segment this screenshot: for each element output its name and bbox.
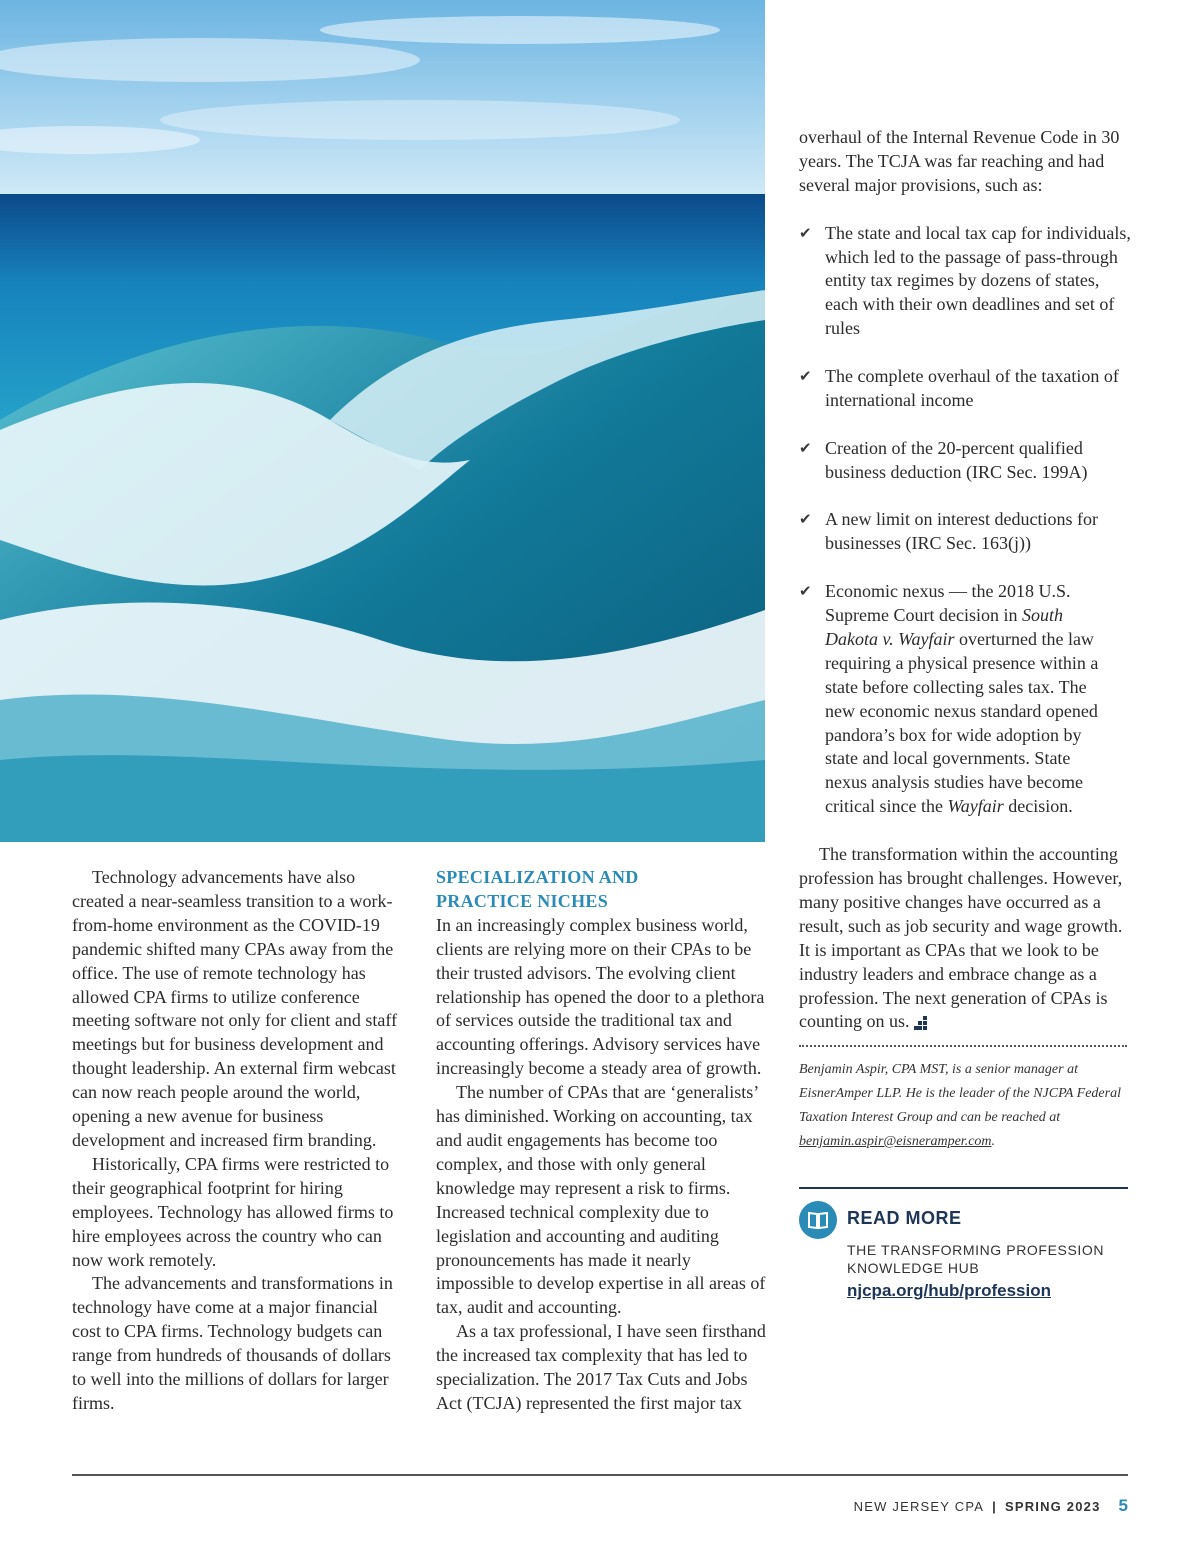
checkmark-icon: ✔ — [799, 223, 812, 242]
provisions-list — [799, 222, 1131, 820]
col3-intro: overhaul of the Internal Revenue Code in 30 years. The TCJA was far reaching and had several major provisions, such as: — [799, 127, 1120, 195]
col2-paragraph-2: The number of CPAs that are ‘generalists’ has diminished. Working on accounting, tax and audit engagements has become too complex, and those with only general knowledge may represent a risk to firms. Increased technical complexity due to legislation and accounting and auditing pronouncements has made it nearly impossible to develop expertise in all areas of tax, audit and accounting. — [436, 1082, 766, 1318]
footer-rule — [72, 1474, 1128, 1476]
read-more-title: READ MORE — [847, 1208, 962, 1228]
publication-name: NEW JERSEY CPA — [853, 1499, 985, 1514]
case-name-short: Wayfair — [947, 796, 1004, 817]
col3-closing: The transformation within the accounting profession has brought challenges. However, many positive changes have occurred as a result, such as job security and wage growth. It is important as CPAs that we look to be industry leaders and embrace change as a profession. The next generation of CPAs is counting on us. — [799, 844, 1123, 1032]
column-1 — [72, 866, 404, 1416]
list-item: ✔ Economic nexus — the 2018 U.S. Supreme Court decision in South Dakota v. Wayfair overturned the law requiring a physical presence within a state before collecting sales tax. The new economic nexus standard opened pandora’s box for wide adoption by state and local governments. State nexus analysis studies have become critical since the Wayfair decision. — [799, 581, 1099, 817]
author-bio: Benjamin Aspir, CPA MST, is a senior manager at EisnerAmper LLP. He is the leader of the NJCPA Federal Taxation Interest Group and can be reached at benjamin.aspir@eisneramper.com. — [799, 1062, 1121, 1149]
issue-date: SPRING 2023 — [1004, 1499, 1101, 1514]
read-more-rule — [799, 1187, 1128, 1189]
column-3 — [799, 126, 1131, 1034]
author-email-link[interactable]: benjamin.aspir@eisneramper.com — [799, 1134, 992, 1149]
col1-paragraph-1: Technology advancements have also created a near-seamless transition to a work-from-home environment as the COVID-19 pandemic shifted many CPAs away from the office. The use of remote technology has allowed CPA firms to utilize conference meeting software not only for client and staff meetings but for business development and thought leadership. An external firm webcast can now reach people around the world, opening a new avenue for business development and increased firm branding. — [72, 867, 398, 1150]
list-item: ✔ The complete overhaul of the taxation of international income — [799, 366, 1119, 410]
section-heading: SPECIALIZATION AND PRACTICE NICHES — [436, 867, 639, 911]
col1-paragraph-2: Historically, CPA firms were restricted to their geographical footprint for hiring employees. Technology has allowed firms to hire employees across the country who can now work remotely. — [72, 1153, 394, 1270]
checkmark-icon: ✔ — [799, 510, 812, 529]
page-footer — [854, 1496, 1128, 1516]
case-name: South Dakota v. Wayfair — [825, 605, 1063, 649]
checkmark-icon: ✔ — [799, 367, 812, 386]
checkmark-icon: ✔ — [799, 438, 812, 457]
read-more-link[interactable]: njcpa.org/hub/profession — [847, 1281, 1052, 1300]
book-icon — [799, 1201, 837, 1239]
ocean-wave-photo — [0, 0, 765, 842]
wave-illustration — [0, 0, 765, 842]
col2-paragraph-1: In an increasingly complex business world, clients are relying more on their CPAs to be their trusted advisors. The evolving client relationship has opened the door to a plethora of services outside the traditional tax and accounting offerings. Advisory services have increasingly become a steady area of growth. — [436, 914, 765, 1079]
bio-divider — [799, 1045, 1127, 1047]
checkmark-icon: ✔ — [799, 582, 812, 601]
list-item: ✔ A new limit on interest deductions for businesses (IRC Sec. 163(j)) — [799, 509, 1098, 554]
read-more-subtitle: THE TRANSFORMING PROFESSION KNOWLEDGE HUB — [847, 1242, 1105, 1276]
list-item: ✔ Creation of the 20-percent qualified business deduction (IRC Sec. 199A) — [799, 437, 1088, 482]
footer-separator: | — [992, 1499, 997, 1514]
col2-paragraph-3: As a tax professional, I have seen firsthand the increased tax complexity that has led to specialization. The 2017 Tax Cuts and Jobs Act (TCJA) represented the first major tax — [436, 1321, 766, 1413]
list-item: ✔ The state and local tax cap for individuals, which led to the passage of pass-through entity tax regimes by dozens of states, each with their own deadlines and set of rules — [799, 222, 1131, 339]
column-2 — [436, 866, 766, 1416]
col1-paragraph-3: The advancements and transformations in technology have come at a major financial cost to CPA firms. Technology budgets can range from hundreds of thousands of dollars to well into the millions of dollars for larger firms. — [72, 1273, 393, 1413]
end-mark-icon — [914, 1016, 928, 1030]
page-number: 5 — [1118, 1496, 1128, 1515]
